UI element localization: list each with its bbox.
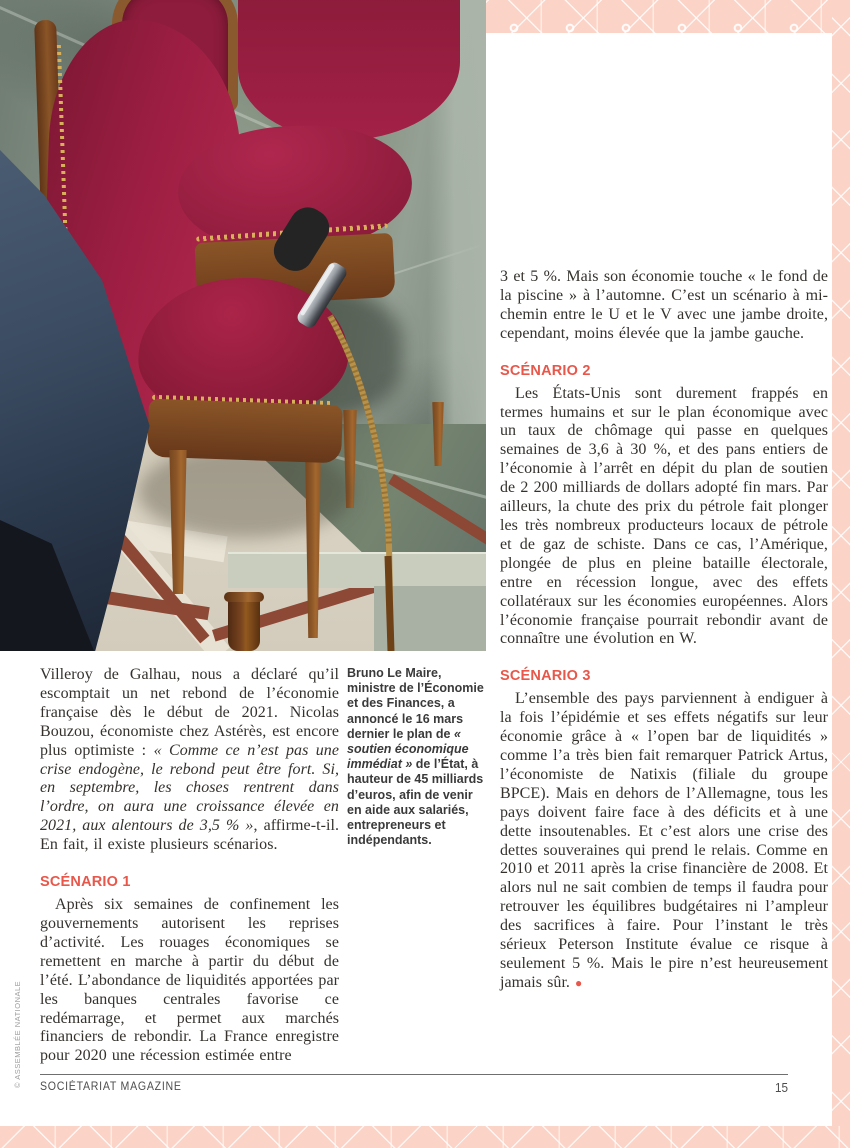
scenario3-text: L’ensemble des pays parviennent à endiguer à la fois l’épidémie et ses effets négatifs sur leur économie grâce à « l’open bar de liquidités » comme l’a très bien fait remarquer Patrick Artus, l’économiste de Natixis (filiale du groupe BPCE). Mais en dehors de l’Allemagne, tous les pays doivent faire face à des déficits et à une dette insoutenables. Et c’est alors une crise des dettes souveraines qui prend le relais. Comme en 2010 et 2011 après la crise financière de 2008. Et alors nul ne sait combien de temps il faudra pour retrouver les équilibres budgétaires ni l’ampleur des sacrifices à faire. Pour l’instant le très sérieux Peterson Institute évalue ce risque à seulement 5 %. Mais le pire n’est heureusement jamais sûr. (500, 690, 828, 991)
footer-rule (40, 1074, 788, 1075)
caption-quote: « soutien économique immédiat » (347, 726, 469, 772)
scenario1-paragraph: Après six semaines de confinement les gouvernements autorisent les reprises d’activité. Les rouages économiques se remettent en marche à partir du début de l’été. L’abondance de liquidités apportées par les banques centrales favorise ce redémarrage, et permet aux marchés financiers de rebondir. La France enregistre pour 2020 une récession estimée entre (40, 896, 339, 1065)
pattern-band-right (832, 0, 850, 1148)
assembly-chamber-photo (0, 0, 486, 651)
photo-credit: © ASSEMBLÉE NATIONALE (13, 980, 22, 1088)
scenario1-heading: SCÉNARIO 1 (40, 874, 131, 891)
caption-text-end: de l’État, à hauteur de 45 milliards d’euros, afin de venir en aide aux salariés, entrepreneurs et indépendants. (347, 757, 484, 848)
scenario2-paragraph: Les États-Unis sont durement frappés en termes humains et sur le plan économique avec un taux de chômage qui passe en quelques semaines de 3,6 à 30 %, et des pans entiers de l’économie à l’arrêt en dépit du plan de soutien de 2 200 milliards de dollars adopté fin mars. Par ailleurs, la chute des prix du pétrole fait plonger les très nombreux producteurs locaux de pétrole et de gaz de schiste. Dans ce cas, l’Amérique, plongée de plus en pleine bataille électorale, entre en récession longue, avec des effets collatéraux sur les économies européennes. Alors l’économie française pourrait rebondir avant de connaître une évolution en W. (500, 384, 828, 648)
intro-text: Villeroy de Galhau, nous a déclaré qu’il escomptait un net rebond de l’économie française dès le début de 2021. Nicolas Bouzou, économiste chez Astérès, est encore plus optimiste : (40, 666, 339, 759)
col2-intro-paragraph: 3 et 5 %. Mais son économie touche « le fond de la piscine » à l’automne. C’est un scénario à mi-chemin entre le U et le V avec une jambe droite, cependant, moins élevée que la jambe gauche. (500, 268, 828, 342)
column-left (40, 666, 339, 1066)
intro-paragraph (40, 666, 339, 855)
end-mark: ● (575, 975, 583, 990)
column-right (500, 268, 828, 993)
intro-text-end: , affirme-t-il. En fait, il existe plusieurs scénarios. (40, 817, 339, 854)
pattern-band-bottom (0, 1126, 850, 1148)
scenario3-paragraph (500, 690, 828, 993)
scenario2-heading: SCÉNARIO 2 (500, 362, 591, 379)
caption-text: Bruno Le Maire, ministre de l’Économie et des Finances, a annoncé le 16 mars dernier le plan de (347, 666, 484, 741)
scenario3-heading: SCÉNARIO 3 (500, 668, 591, 685)
pattern-band-top (486, 0, 850, 33)
footer-page-number: 15 (774, 1080, 788, 1095)
microphone (0, 0, 486, 651)
footer-magazine-name: SOCIÉTARIAT MAGAZINE (40, 1081, 182, 1093)
intro-quote: « Comme ce n’est pas une crise endogène, le rebond peut être fort. Si, en septembre, les choses rentrent dans l’ordre, on aura une croissance élevée en 2021, aux alentours de 3,5 % » (40, 741, 339, 835)
photo-caption (347, 666, 485, 848)
